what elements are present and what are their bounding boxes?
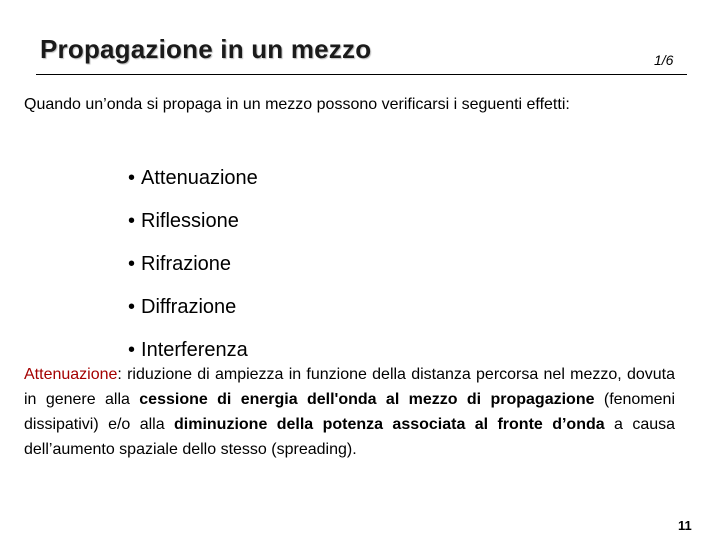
slide-title: Propagazione in un mezzo (40, 34, 372, 64)
bullet-icon: • (128, 167, 136, 189)
definition-text: (fenomeni dissipativi) e/o alla (24, 391, 676, 433)
list-item-label: Riflessione (141, 210, 239, 232)
list-item-label: Attenuazione (141, 167, 258, 189)
definition-text: a causa dell’aumento spaziale dello stesso (spreading). (24, 416, 676, 458)
list-item (128, 164, 258, 207)
list-item-label: Diffrazione (141, 296, 237, 318)
definition-text: : riduzione di ampiezza in funzione della distanza percorsa nel mezzo, dovuta in genere alla (24, 366, 675, 408)
bullet-icon: • (128, 253, 136, 275)
bullet-icon: • (128, 296, 136, 318)
title-divider (36, 74, 687, 75)
list-item-label: Rifrazione (141, 253, 232, 275)
definition-paragraph (24, 362, 675, 462)
definition-term: Attenuazione (24, 366, 118, 383)
bullet-icon: • (128, 210, 136, 232)
list-item-label: Interferenza (141, 339, 248, 361)
intro-text: Quando un’onda si propaga in un mezzo possono verificarsi i seguenti effetti: (24, 96, 570, 113)
effects-list (128, 164, 258, 379)
list-item (128, 293, 258, 336)
page-count: 1/6 (654, 52, 674, 68)
bullet-icon: • (128, 339, 136, 361)
list-item (128, 250, 258, 293)
page-number: 11 (678, 518, 692, 533)
list-item (128, 207, 258, 250)
definition-emphasis: diminuzione della potenza associata al fronte d’onda (174, 416, 605, 433)
definition-emphasis: cessione di energia dell'onda al mezzo di propagazione (139, 391, 595, 408)
